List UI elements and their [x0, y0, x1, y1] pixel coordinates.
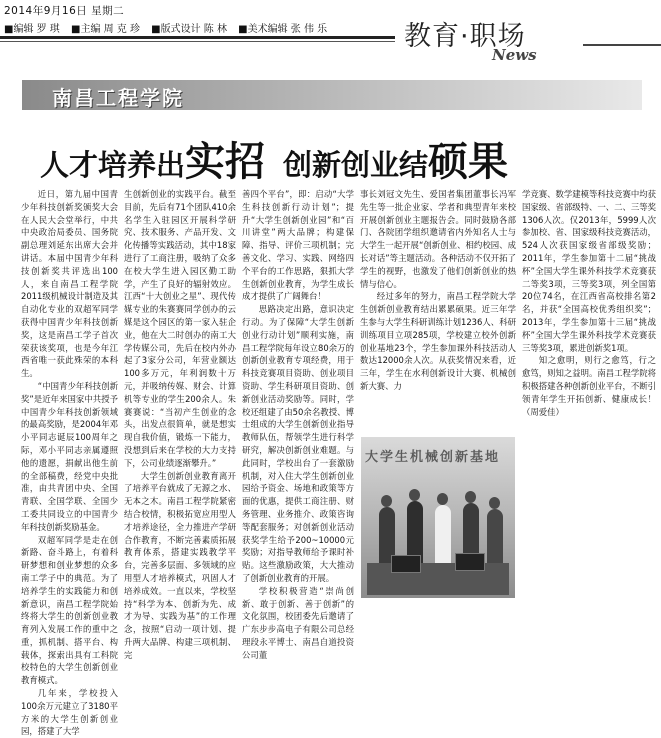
headline-emphasis-1: 实招 — [185, 138, 266, 185]
monitor-icon — [455, 553, 485, 571]
person-head-icon — [381, 495, 392, 507]
section-rule — [583, 44, 661, 46]
section-label-en: News — [492, 46, 537, 64]
paragraph: “中国青少年科技创新奖”是近年来国家中共授予中国青少年科技创新领域的最高奖励，是2004年邓小平同志诞辰100周年之际，邓小平同志亲属遵照他的遗愿，捐献出他生前的全部稿费，经党中央批准，由共青团中央、全国青联、全国学联、全国少工委共同设立的中国青少年科技创新奖励基金。 — [21, 380, 118, 532]
person-figure-icon — [435, 505, 451, 565]
section-title: 教育·职场 — [404, 21, 526, 52]
person-figure-icon — [487, 509, 503, 565]
masthead — [0, 0, 661, 66]
paragraph: 思路决定出路，意识决定行动。为了保障“大学生创新创业行动计划”顺利实施，南昌工程学院每年设立80余万的创新创业教育专项经费，用于科技竞赛项目资助、创业项目资助、学生科研项目资助、创新创业活动奖励等。同时，学校还组建了由50余名教授、博士组成的大学生创新创业指导教师队伍，帮领学生进行科学研究，解决创新创业难题。与此同时，学校出台了一套激励机制，对入住大学生创新创业园给予资金、场地和政策等方面的优惠，提供工商注册、财务管理、业务推介、政策咨询等配套服务；对创新创业活动获奖学生给予200~10000元奖励；对指导教师给予课时补贴。这些激励政策，大大推动了创新创业教育的开展。 — [242, 304, 354, 583]
paragraph: 近日，第九届中国青少年科技创新奖颁奖大会在人民大会堂举行，中共中央政治局委员、国务院副总理刘延东出席大会并讲话。本届中国青少年科技创新奖共评选出100人，来自南昌工程学院2011级机械设计制造及其自动化专业的双超军同学获得中国青少年科技创新奖，这是南昌工学子首次荣获该奖项，也是今年江西省唯一获此殊荣的本科生。 — [21, 189, 118, 379]
article-column-5 — [522, 188, 656, 598]
article-column-2 — [124, 188, 236, 660]
news-photo — [361, 437, 515, 598]
institution-name: 南昌工程学院 — [52, 86, 184, 110]
article-headline — [40, 130, 508, 187]
paragraph: 学校积极营造“崇尚创新、敢于创新、善于创新”的文化氛围，校团委先后邀请了广东步步高电子有限公司总经理段永平博士、南昌自道投资公司董 — [242, 585, 354, 660]
paragraph: 几年来，学校投入100余万元建立了3180平方米的大学生创新创业园，搭建了大学 — [21, 688, 118, 737]
workbench — [367, 563, 509, 595]
article-column-3 — [242, 188, 354, 660]
paragraph-continued: 学竞赛、数学建模等科技竞赛中均获国家级、省部级特、一、二、三等奖1306人次。仅2013年，5999人次参加校、省、国家级科技竞赛活动，524人次获国家级省部级奖励；2011年，学生参加第十二届“挑战杯”全国大学生课外科技学术竞赛获二等奖3项，三等奖3项，列全国第20位74名，在江西省高校排名第2名，并获“全国高校优秀组织奖”；2013年，学生参加第十三届“挑战杯”全国大学生课外科技学术竞赛获三等奖3项，累进创新奖1项。 — [522, 189, 656, 353]
monitor-icon — [391, 555, 421, 573]
credit-editor: ■编辑 罗 琪 — [4, 24, 60, 35]
paragraph-continued: 事长刘冠文先生、爱国者集团董事长冯军先生等一批企业家、学者和典型青年来校开展创新创业主题报告会。同时鼓励各部门、各院团学组织邀请省内外知名人士与大学生一起开展“创新创业、相约校园、成长对话”等主题活动。各种活动不仅开拓了学生的视野，也激发了他们创新创业的热情与信心。 — [360, 189, 516, 289]
article-column-1 — [21, 188, 118, 737]
person-head-icon — [437, 493, 448, 505]
article-column-4 — [360, 188, 516, 433]
headline-emphasis-2: 硕果 — [428, 138, 509, 185]
paragraph: 经过多年的努力，南昌工程学院大学生创新创业教育结出累累硕果。近三年学生参与大学生科研训练计划1236人、科研训练项目立项285项，学校建立校外创新创业基地23个，学生参加课外科技活动人数达12000余人次。从获奖情况来看，近三年，学生在水利创新设计大赛、机械创新大赛、力 — [360, 291, 516, 391]
credit-chief-editor: ■主编 周 克 珍 — [71, 24, 140, 35]
paragraph-continued: 善四个平台”，即：启动“大学生科技创新行动计划”；提升“大学生创新创业园”和“百川讲堂”两大品牌；构建保障、指导、评价三项机制；完善文化、学习、实践、网络四个平台的工作思路，狠抓大学生创新创业教育，为学生成长成才提供了广阔舞台！ — [242, 189, 354, 302]
person-head-icon — [489, 497, 500, 509]
paragraph: 双超军同学是走在创新路、奋斗路上，有着科研梦想和创业梦想的众多南工学子中的典范。为了培养学生的实践能力和创新意识，南昌工程学院始终将大学生的创新创业教育列入发展工作的重中之重，抓机制、搭平台、构载体，探索出具有工科院校特色的大学生创新创业教育模式。 — [21, 534, 118, 686]
person-head-icon — [409, 489, 420, 501]
headline-part-1: 人才培养出 — [40, 148, 186, 182]
paragraph: 知之愈明，则行之愈笃，行之愈笃，则知之益明。南昌工程学院将积极搭建各种创新创业平台，不断引领青年学生开拓创新、健康成长！（周爱佳） — [522, 355, 656, 417]
masthead-rule-thin — [0, 41, 395, 42]
editor-credits — [4, 20, 335, 35]
person-head-icon — [465, 491, 476, 503]
headline-part-2: 创新创业结 — [283, 148, 429, 182]
masthead-rule — [0, 36, 395, 39]
credit-art-editor: ■美术编辑 张 伟 乐 — [238, 24, 328, 35]
paragraph-continued: 生创新创业的实践平台。截至目前，先后有71个团队410余名学生入驻园区开展科学研究、技术服务、产品开发、文化传播等实践活动，其中18家进行了工商注册，吸纳了众多在校大学生进入园区勤工助学，产生了良好的辐射效应。江西“十大创业之星”、现代传媒专业的朱赛赛同学创办的云媒是这个园区的第一家入驻企业，他在大二时创办的南工大学传媒公司，先后在校内外办起了3家分公司，年营业额达100多万元，年利润数十万元，并吸纳传媒、财会、计算机等专业的学生200余人。朱赛赛说：“当初产生创业的念头，出发点很简单，就是想实现自我价值，锻炼一下能力，没想到后来在学校的大力支持下，公司业绩逐渐攀升。” — [124, 189, 236, 468]
credit-layout: ■版式设计 陈 林 — [151, 24, 227, 35]
paragraph: 大学生创新创业教育离开了培养平台就成了无源之水、无本之木。南昌工程学院紧密结合校情，积极拓宽应用型人才培养途径，全力推进产学研合作教育，不断完善素质拓展教育体系，搭建实践教学平台，完善多层面、多领域的应用型人才培养模式，巩固人才培养成效。一直以来，学校坚持“科学为本、创新为先、成才为导、实践为基”的工作理念，按照“启动一项计划、提升两大品牌、构建三项机制、完 — [124, 470, 236, 660]
photo-sign-text: 大学生机械创新基地 — [365, 450, 501, 465]
issue-date: 2014年9月16日 星期二 — [4, 5, 125, 17]
